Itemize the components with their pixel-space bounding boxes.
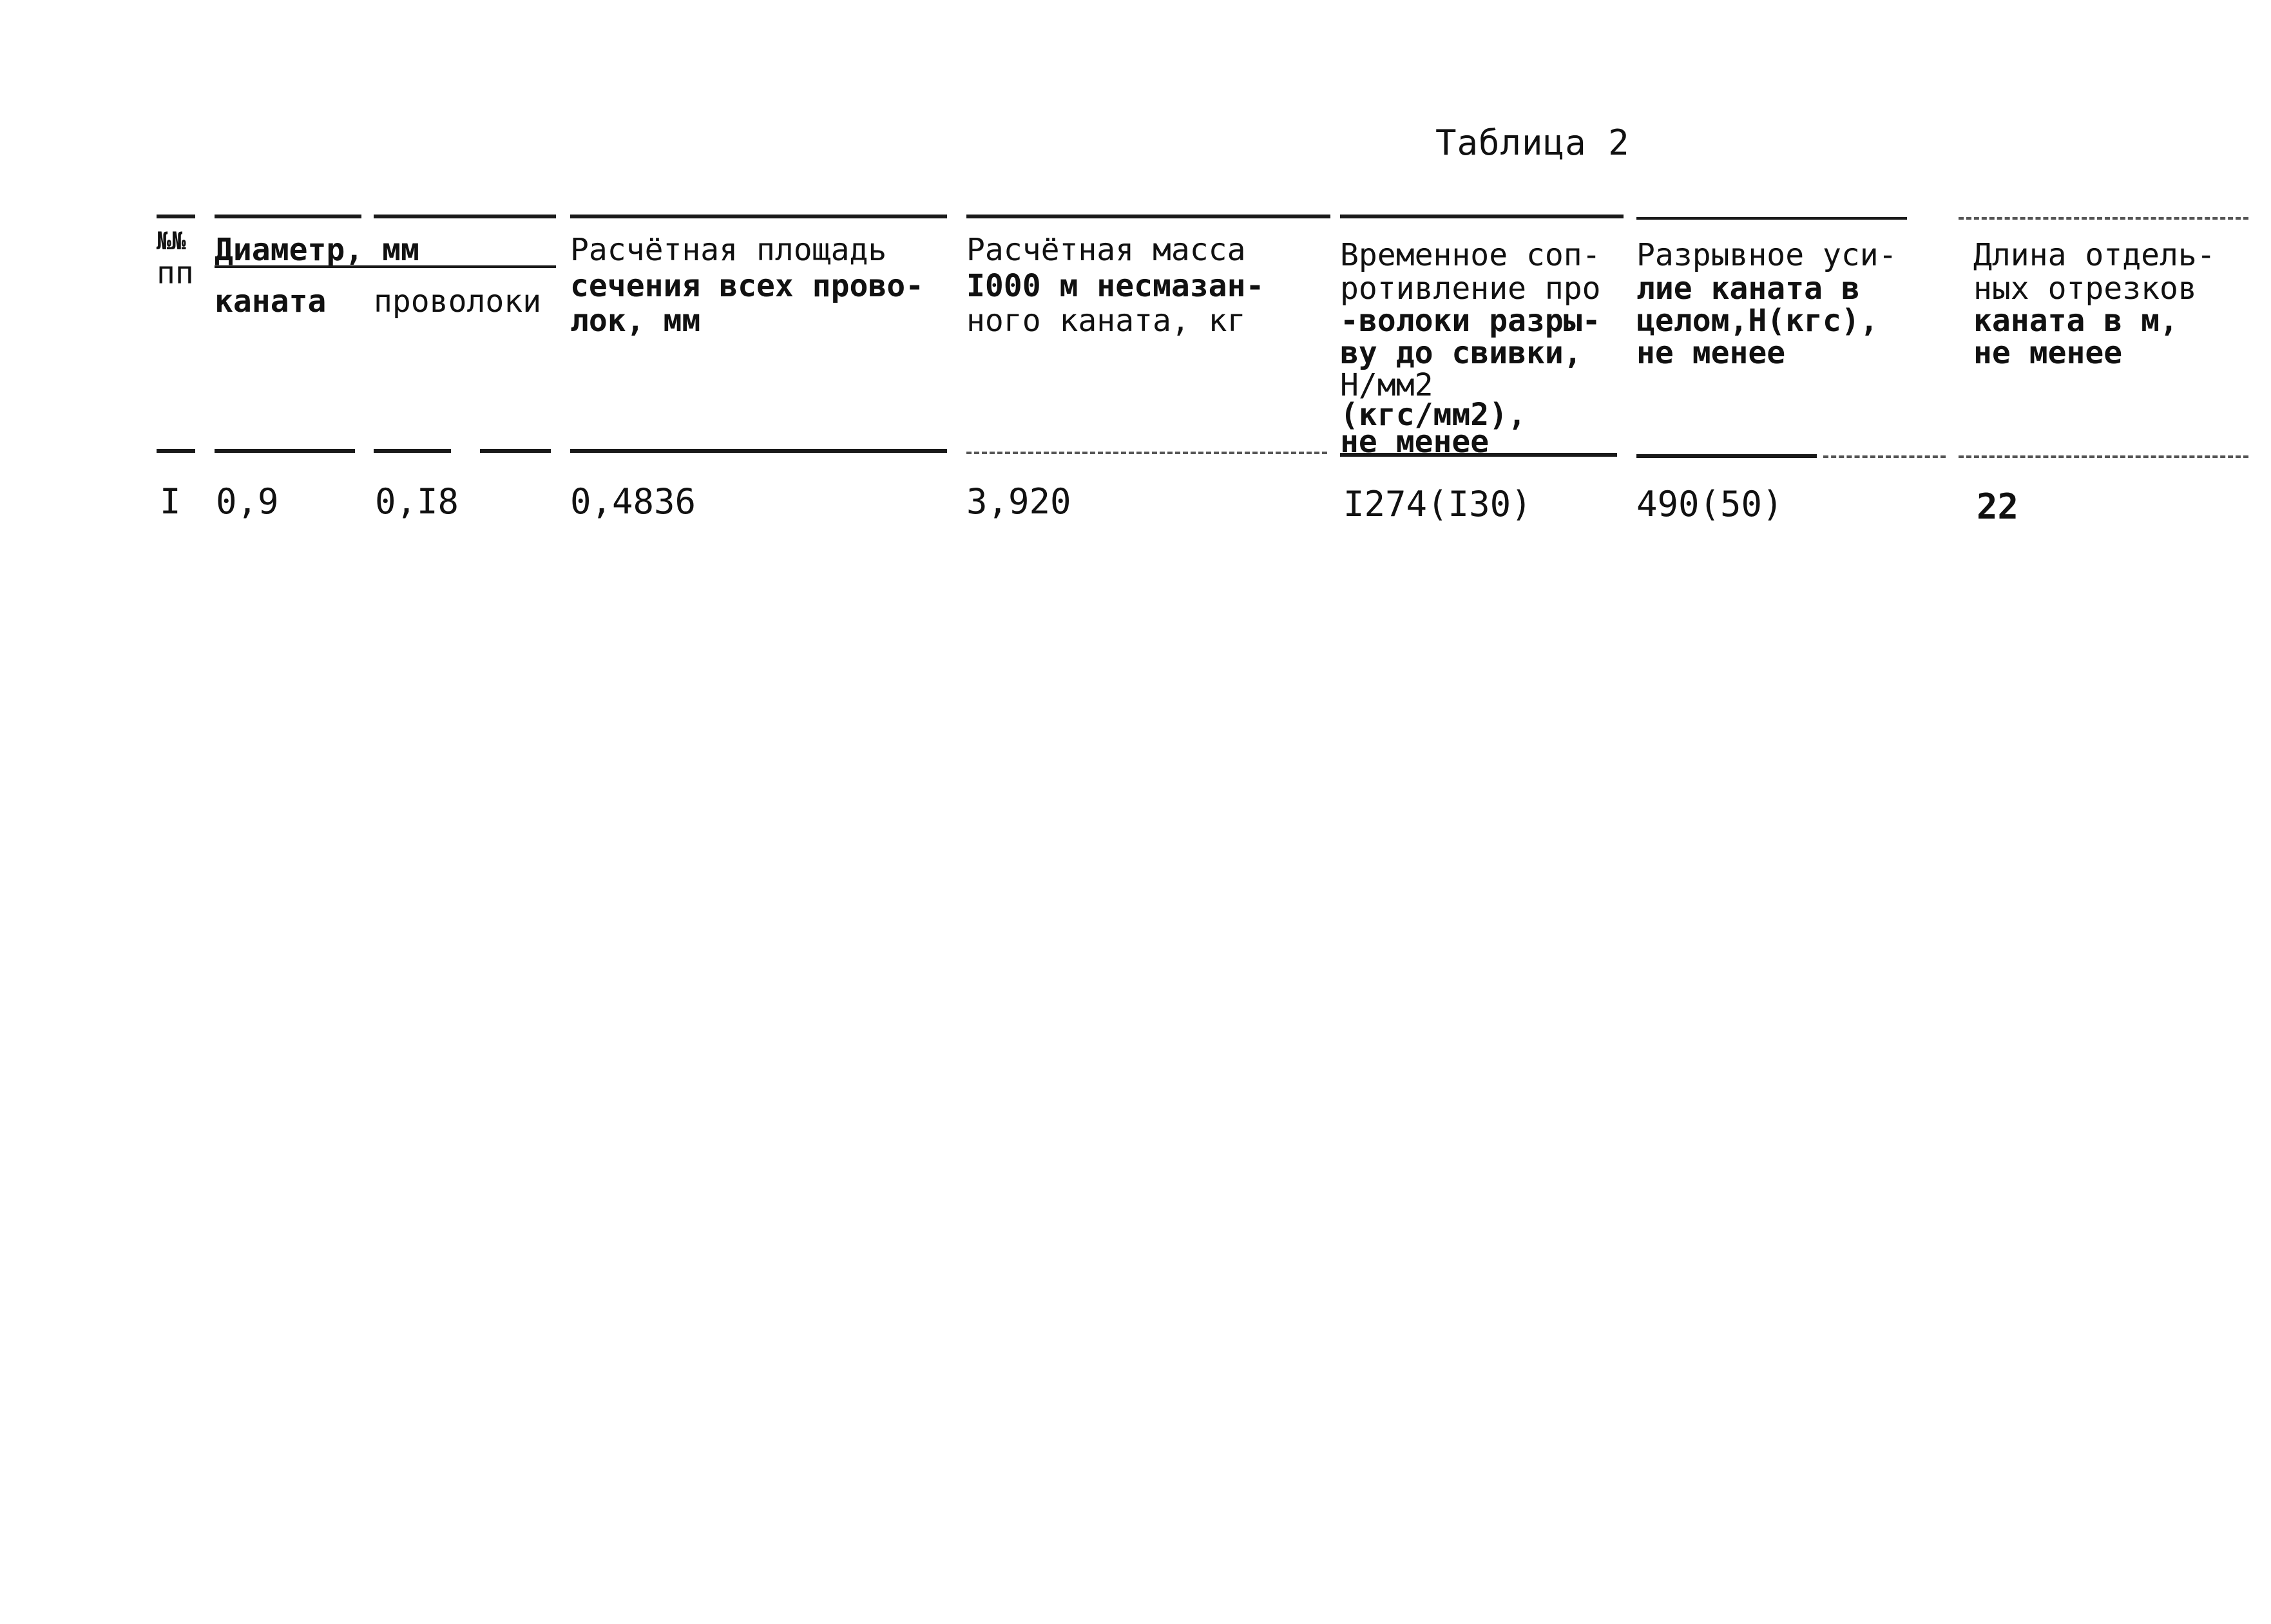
header-bottom-rule (157, 449, 195, 453)
row-num: I (160, 481, 181, 522)
row-strength: I274(I30) (1343, 484, 1532, 524)
row-length: 22 (1977, 486, 2019, 527)
header-top-rule (570, 215, 947, 218)
header-strength-line-5: Н/мм2 (1340, 367, 1433, 403)
header-diameter-rope: каната (215, 283, 327, 320)
header-mass-line-3: ного каната, кг (966, 303, 1246, 339)
header-bottom-rule (480, 449, 551, 453)
header-bottom-rule (1823, 455, 1946, 458)
header-bottom-rule (215, 449, 355, 453)
header-bottom-rule (966, 452, 1327, 454)
header-mass-line-2: I000 м несмазан- (966, 268, 1265, 304)
header-strength-line-2: ротивление про (1340, 271, 1601, 307)
header-strength-line-3: -волоки разры- (1340, 303, 1601, 339)
header-diameter-group: Диаметр, мм (215, 232, 419, 268)
header-breaking-line-1: Разрывное уси- (1636, 237, 1897, 273)
header-top-rule (157, 215, 195, 218)
row-breaking: 490(50) (1636, 484, 1783, 524)
row-wire-diameter: 0,I8 (375, 481, 459, 522)
header-area-line-2: сечения всех прово- (570, 268, 925, 304)
header-length-line-3: каната в м, (1973, 303, 2178, 339)
table-caption: Таблица 2 (1435, 122, 1630, 163)
header-mass-line-1: Расчётная масса (966, 232, 1246, 268)
header-breaking-line-2: лие каната в (1636, 271, 1860, 307)
header-diameter-underline (215, 265, 556, 268)
header-length-line-2: ных отрезков (1973, 271, 2197, 307)
row-area: 0,4836 (570, 481, 696, 522)
header-bottom-rule (1959, 455, 2248, 458)
header-strength-line-4: ву до свивки, (1340, 335, 1582, 371)
header-num-line-1: №№ (157, 227, 186, 255)
row-mass: 3,920 (966, 481, 1071, 522)
header-top-rule (1959, 217, 2248, 220)
header-bottom-rule (1636, 454, 1817, 458)
header-bottom-rule (1340, 453, 1617, 457)
header-bottom-rule (374, 449, 451, 453)
header-breaking-line-4: не менее (1636, 335, 1786, 371)
header-strength-line-1: Временное соп- (1340, 237, 1601, 273)
header-diameter-wire: проволоки (374, 283, 542, 320)
header-length-line-4: не менее (1973, 335, 2123, 371)
row-rope-diameter: 0,9 (216, 481, 279, 522)
header-bottom-rule (570, 449, 947, 453)
header-top-rule (1636, 217, 1907, 220)
header-area-line-1: Расчётная площадь (570, 232, 887, 268)
header-breaking-line-3: целом,Н(кгс), (1636, 303, 1879, 339)
header-top-rule (374, 215, 556, 218)
header-strength-line-7: не менее (1340, 424, 1490, 460)
header-top-rule (966, 215, 1330, 218)
header-top-rule (1340, 215, 1624, 218)
header-strength-line-6: (кгс/мм2), (1340, 397, 1526, 433)
header-area-line-3: лок, мм (570, 303, 701, 339)
header-top-rule (215, 215, 361, 218)
header-num-line-2: пп (157, 255, 194, 291)
header-length-line-1: Длина отдель- (1973, 237, 2216, 273)
